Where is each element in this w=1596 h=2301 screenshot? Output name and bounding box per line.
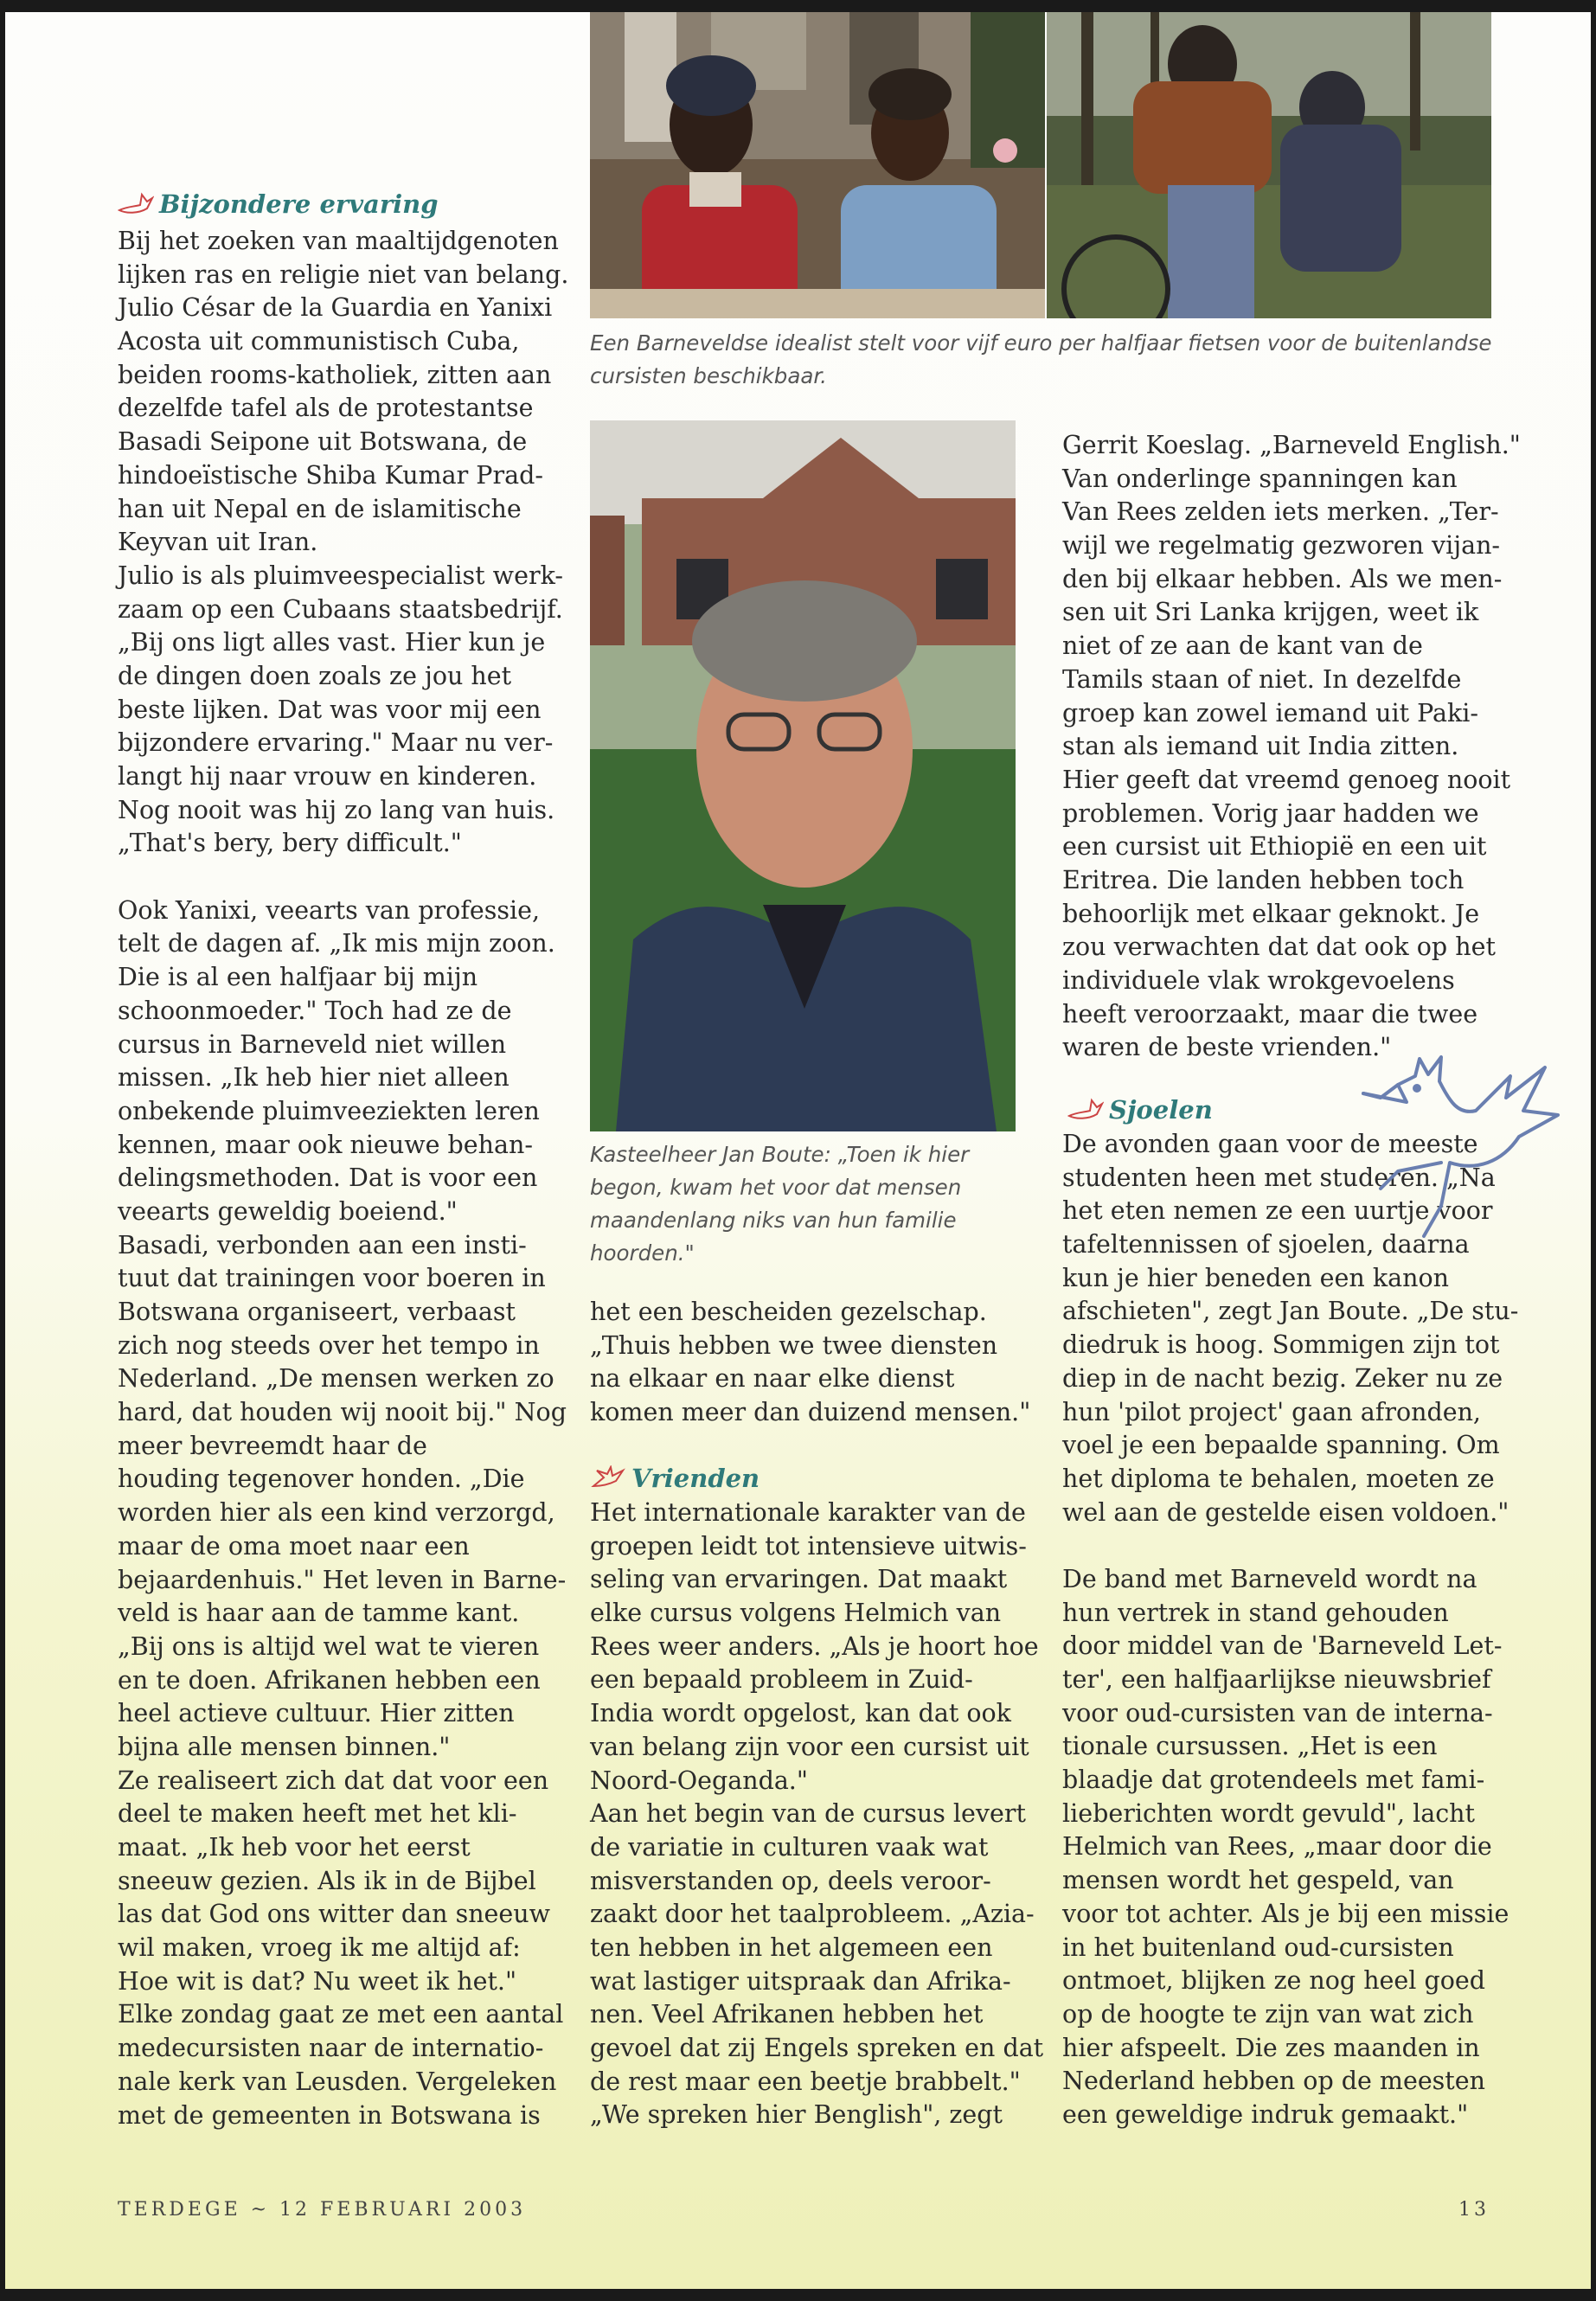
column-3-text-a	[1062, 429, 1521, 1065]
text-line: hard, dat houden wij nooit bij." Nog	[118, 1398, 567, 1427]
text-line: wat lastiger uitspraak dan Afrika-	[590, 1966, 1011, 1996]
text-line: hun 'pilot project' gaan afronden,	[1062, 1397, 1481, 1426]
photo-jan-boute	[590, 420, 1016, 1131]
text-line: las dat God ons witter dan sneeuw	[118, 1900, 551, 1929]
text-line: een cursist uit Ethiopië en een uit	[1062, 832, 1487, 862]
text-line: „Thuis hebben we twee diensten	[590, 1330, 998, 1360]
text-line: bijzondere ervaring." Maar nu ver-	[118, 728, 554, 758]
text-line: heel actieve cultuur. Hier zitten	[118, 1699, 515, 1728]
text-line: de variatie in culturen vaak wat	[590, 1832, 989, 1862]
text-line: kennen, maar ook nieuwe behan-	[118, 1130, 533, 1159]
text-line	[1062, 1529, 1518, 1563]
text-line: „That's bery, bery difficult."	[118, 829, 462, 858]
text-line: missen. „Ik heb hier niet alleen	[118, 1063, 510, 1093]
text-line: Tamils staan of niet. In dezelfde	[1062, 664, 1462, 694]
text-line: nale kerk van Leusden. Vergeleken	[118, 2067, 557, 2096]
text-line: de dingen doen zoals ze jou het	[118, 661, 512, 690]
text-line: Botswana organiseert, verbaast	[118, 1298, 516, 1326]
text-line: Ze realiseert zich dat dat voor een	[118, 1766, 549, 1795]
text-line: maat. „Ik heb voor het eerst	[118, 1833, 471, 1862]
text-line: beste lijken. Dat was voor mij een	[118, 695, 542, 724]
photo-cyclists	[1047, 12, 1491, 318]
text-line: wil maken, vroeg ik me altijd af:	[118, 1933, 521, 1963]
text-line: kun je hier beneden een kanon	[1062, 1263, 1449, 1292]
text-line: langt hij naar vrouw en kinderen.	[118, 762, 537, 791]
heading-vrienden	[590, 1464, 760, 1493]
caption-portrait	[590, 1138, 969, 1270]
text-line: voel je een bepaalde spanning. Om	[1062, 1431, 1500, 1460]
text-line: onbekende pluimveeziekten leren	[118, 1096, 540, 1125]
text-line: na elkaar en naar elke dienst	[590, 1364, 955, 1394]
text-line: Rees weer anders. „Als je hoort hoe	[590, 1631, 1039, 1661]
text-line: Helmich van Rees, „maar door die	[1062, 1832, 1492, 1862]
text-line: han uit Nepal en de islamitische	[118, 494, 522, 523]
text-line: tionale cursussen. „Het is een	[1062, 1732, 1438, 1761]
text-line: sen uit Sri Lanka krijgen, weet ik	[1062, 598, 1479, 627]
bird-icon	[1067, 1097, 1104, 1123]
text-line: bejaardenhuis." Het leven in Barne-	[118, 1565, 567, 1594]
column-2-text-b	[590, 1497, 1043, 2132]
text-line: deel te maken heeft met het kli-	[118, 1799, 517, 1829]
text-line: sneeuw gezien. Als ik in de Bijbel	[118, 1866, 536, 1895]
text-line: Van onderlinge spanningen kan	[1062, 464, 1458, 493]
text-line: Aan het begin van de cursus levert	[590, 1799, 1026, 1829]
magazine-page	[5, 12, 1591, 2289]
text-line: Keyvan uit Iran.	[118, 528, 318, 557]
text-line: diedruk is hoog. Sommigen zijn tot	[1062, 1330, 1500, 1360]
text-line: behoorlijk met elkaar geknokt. Je	[1062, 899, 1480, 928]
text-line: hun vertrek in stand gehouden	[1062, 1598, 1449, 1627]
text-line: Hoe wit is dat? Nu weet ik het."	[118, 1966, 517, 1996]
text-line: individuele vlak wrokgevoelens	[1062, 966, 1455, 995]
text-line: Julio César de la Guardia en Yanixi	[118, 293, 553, 323]
photo-students-dining-image	[590, 12, 1045, 318]
text-line: studenten heen met studeren. „Na	[1062, 1163, 1496, 1192]
text-line: Gerrit Koeslag. „Barneveld English."	[1062, 431, 1521, 459]
text-line: tuut dat trainingen voor boeren in	[118, 1264, 546, 1293]
text-line: elke cursus volgens Helmich van	[590, 1599, 1002, 1628]
text-line: houding tegenover honden. „Die	[118, 1465, 525, 1494]
text-line: Het internationale karakter van de	[590, 1498, 1026, 1527]
text-line: op de hoogte te zijn van wat zich	[1062, 1999, 1474, 2029]
text-line: het diploma te behalen, moeten ze	[1062, 1464, 1495, 1493]
text-line: gevoel dat zij Engels spreken en dat	[590, 2034, 1044, 2062]
text-line: wijl we regelmatig gezworen vijan-	[1062, 531, 1501, 561]
text-line: Julio is als pluimveespecialist werk-	[118, 561, 563, 590]
text-line: hier afspeelt. Die zes maanden in	[1062, 2033, 1480, 2062]
text-line: van belang zijn voor een cursist uit	[590, 1732, 1029, 1761]
text-line: komen meer dan duizend mensen."	[590, 1398, 1031, 1427]
text-line: het eten nemen ze een uurtje voor	[1062, 1196, 1493, 1226]
text-line: een bepaald probleem in Zuid-	[590, 1665, 973, 1695]
text-line: misverstanden op, deels veroor-	[590, 1866, 991, 1895]
caption-line: begon, kwam het voor dat mensen	[590, 1175, 962, 1200]
text-line: voor tot achter. Als je bij een missie	[1062, 1899, 1509, 1928]
text-line: tafeltennissen of sjoelen, daarna	[1062, 1230, 1470, 1259]
caption-line: cursisten beschikbaar.	[590, 363, 827, 388]
text-line: met de gemeenten in Botswana is	[118, 2100, 541, 2130]
text-line: de rest maar een beetje brabbelt."	[590, 2067, 1021, 2096]
column-1-text	[118, 225, 568, 2132]
text-line: India wordt opgelost, kan dat ook	[590, 1699, 1011, 1728]
footer-issue: TERDEGE ~ 12 FEBRUARI 2003	[118, 2199, 527, 2221]
text-line: hindoeïstische Shiba Kumar Prad-	[118, 460, 543, 490]
text-line: „Bij ons ligt alles vast. Hier kun je	[118, 628, 546, 657]
photo-cyclists-image	[1047, 12, 1491, 318]
text-line: en te doen. Afrikanen hebben een	[118, 1665, 541, 1695]
text-line: ontmoet, blijken ze nog heel goed	[1062, 1966, 1485, 1996]
text-line: problemen. Vorig jaar hadden we	[1062, 798, 1479, 828]
text-line: Basadi Seipone uit Botswana, de	[118, 427, 528, 457]
text-line: mensen wordt het gespeld, van	[1062, 1866, 1454, 1895]
column-2-text-a	[590, 1296, 1030, 1430]
heading-bijzondere-ervaring	[118, 189, 439, 219]
text-line: Noord-Oeganda."	[590, 1766, 808, 1795]
text-line: wel aan de gestelde eisen voldoen."	[1062, 1497, 1509, 1527]
text-line: nen. Veel Afrikanen hebben het	[590, 2000, 984, 2029]
text-line: door middel van de 'Barneveld Let-	[1062, 1631, 1503, 1661]
photo-students-dining	[590, 12, 1045, 318]
caption-line: maandenlang niks van hun familie	[590, 1208, 957, 1233]
text-line: zich nog steeds over het tempo in	[118, 1330, 540, 1360]
text-line: afschieten", zegt Jan Boute. „De stu-	[1062, 1297, 1519, 1326]
caption-line: Een Barneveldse idealist stelt voor vijf euro per halfjaar fietsen voor de buitenlandse	[590, 330, 1492, 356]
text-line: ter', een halfjaarlijkse nieuwsbrief	[1062, 1665, 1491, 1694]
heading-sjoelen	[1067, 1095, 1213, 1125]
text-line: Nederland. „De mensen werken zo	[118, 1364, 554, 1394]
text-line: diep in de nacht bezig. Zeker nu ze	[1062, 1363, 1503, 1393]
footer-page-number: 13	[1458, 2199, 1490, 2221]
text-line: schoonmoeder." Toch had ze de	[118, 996, 512, 1025]
text-line: „Bij ons is altijd wel wat te vieren	[118, 1631, 540, 1661]
text-line: voor oud-cursisten van de interna-	[1062, 1698, 1493, 1727]
text-line: Ook Yanixi, veearts van professie,	[118, 895, 541, 925]
text-line: worden hier als een kind verzorgd,	[118, 1498, 555, 1528]
text-line: medecursisten naar de internatio-	[118, 2034, 544, 2063]
bird-icon	[118, 191, 154, 217]
text-line: groepen leidt tot intensieve uitwis-	[590, 1531, 1027, 1561]
bird-icon	[590, 1465, 626, 1491]
caption-top	[590, 327, 1492, 393]
text-line: Acosta uit communistisch Cuba,	[118, 327, 520, 356]
text-line: Hier geeft dat vreemd genoeg nooit	[1062, 765, 1511, 794]
text-line: Basadi, verbonden aan een insti-	[118, 1230, 527, 1259]
column-3-text-b	[1062, 1128, 1518, 2132]
text-line: ten hebben in het algemeen een	[590, 1932, 993, 1962]
text-line: heeft veroorzaakt, maar die twee	[1062, 999, 1478, 1029]
text-line: zou verwachten dat dat ook op het	[1062, 933, 1496, 962]
text-line: zaam op een Cubaans staatsbedrijf.	[118, 594, 563, 624]
text-line: De band met Barneveld wordt na	[1062, 1564, 1477, 1593]
text-line: veearts geweldig boeiend."	[118, 1196, 458, 1226]
text-line: meer bevreemdt haar de	[118, 1431, 427, 1460]
text-line	[118, 861, 568, 894]
photo-jan-boute-image	[590, 420, 1016, 1131]
text-line: beiden rooms-katholiek, zitten aan	[118, 360, 552, 389]
text-line: „We spreken hier Benglish", zegt	[590, 2100, 1003, 2130]
text-line: stan als iemand uit India zitten.	[1062, 732, 1459, 761]
bird-drawing-icon	[1346, 1050, 1571, 1249]
text-line: veld is haar aan de tamme kant.	[118, 1599, 520, 1628]
text-line: waren de beste vrienden."	[1062, 1033, 1392, 1062]
text-line: Nederland hebben op de meesten	[1062, 2067, 1485, 2096]
caption-line: hoorden."	[590, 1240, 695, 1266]
text-line: lieberichten wordt gevuld", lacht	[1062, 1798, 1475, 1828]
text-line: den bij elkaar hebben. Als we men-	[1062, 564, 1503, 593]
text-line: cursus in Barneveld niet willen	[118, 1029, 507, 1059]
text-line: Van Rees zelden iets merken. „Ter-	[1062, 497, 1499, 527]
text-line: De avonden gaan voor de meeste	[1062, 1130, 1478, 1158]
caption-line: Kasteelheer Jan Boute: „Toen ik hier	[590, 1142, 970, 1167]
text-line: telt de dagen af. „Ik mis mijn zoon.	[118, 929, 555, 958]
heading-text: Vrienden	[631, 1464, 760, 1493]
text-line: Eritrea. Die landen hebben toch	[1062, 865, 1465, 894]
text-line: dezelfde tafel als de protestantse	[118, 394, 534, 423]
text-line: blaadje dat grotendeels met fami-	[1062, 1766, 1485, 1795]
text-line: lijken ras en religie niet van belang.	[118, 260, 569, 289]
text-line: Nog nooit was hij zo lang van huis.	[118, 795, 555, 824]
text-line: delingsmethoden. Dat is voor een	[118, 1163, 538, 1193]
text-line: Bij het zoeken van maaltijdgenoten	[118, 227, 559, 255]
text-line: Elke zondag gaat ze met een aantal	[118, 2000, 564, 2029]
heading-text: Sjoelen	[1109, 1095, 1213, 1125]
text-line: maar de oma moet naar een	[118, 1531, 470, 1561]
text-line: het een bescheiden gezelschap.	[590, 1298, 987, 1326]
text-line: in het buitenland oud-cursisten	[1062, 1932, 1454, 1962]
text-line: zaakt door het taalprobleem. „Azia-	[590, 1900, 1035, 1929]
text-line: groep kan zowel iemand uit Paki-	[1062, 698, 1479, 727]
text-line: niet of ze aan de kant van de	[1062, 631, 1423, 661]
text-line: bijna alle mensen binnen."	[118, 1732, 451, 1761]
text-line: seling van ervaringen. Dat maakt	[590, 1565, 1008, 1594]
heading-text: Bijzondere ervaring	[159, 189, 439, 219]
text-line: Die is al een halfjaar bij mijn	[118, 963, 478, 992]
text-line: een geweldige indruk gemaakt."	[1062, 2099, 1469, 2129]
